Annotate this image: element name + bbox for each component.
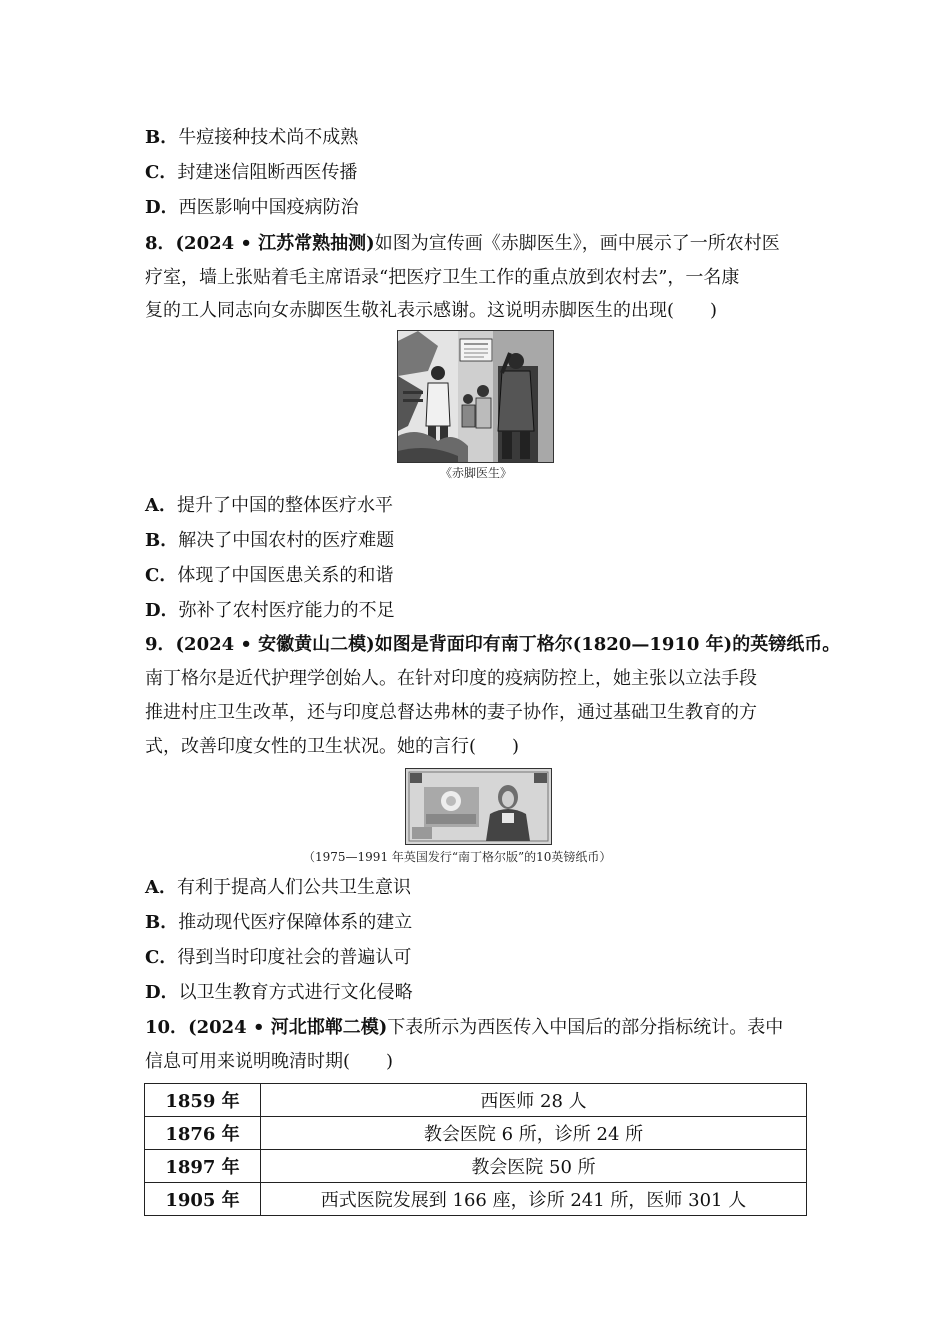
q9-option-a [145,876,411,900]
option-letter: C． [145,565,178,586]
info-cell: 西式医院发展到 166 座，诊所 241 所，医师 301 人 [261,1183,807,1216]
q8-option-b [145,529,394,553]
q7-option-b [145,126,358,150]
statistics-table [144,1083,807,1216]
option-text: 推动现代医疗保障体系的建立 [178,912,413,933]
q10-stem-line-1 [145,1016,783,1040]
option-text: 得到当时印度社会的普遍认可 [177,947,412,968]
q8-option-c [145,564,393,588]
q9-stem-line-3: 推进村庄卫生改革，还与印度总督达弗林的妻子协作，通过基础卫生教育的方 [145,702,757,723]
banknote-caption: （1975—1991 年英国发行“南丁格尔版”的10英镑纸币） [303,850,612,864]
question-number: 10． [145,1017,189,1038]
banknote-illustration [406,769,551,844]
info-cell: 教会医院 6 所，诊所 24 所 [261,1117,807,1150]
q9-option-b [145,911,412,935]
question-source: (2024 • 江苏常熟抽测) [175,233,375,254]
info-cell: 教会医院 50 所 [261,1150,807,1183]
year-cell: 1876 年 [145,1117,261,1150]
option-letter: D． [145,982,179,1003]
option-letter: B． [145,530,179,551]
q9-stem-line-4: 式，改善印度女性的卫生状况。她的言行( ) [145,736,520,757]
option-text: 封建迷信阻断西医传播 [177,162,358,183]
question-text: 如图是背面印有南丁格尔(1820—1910 年)的英镑纸币。 [374,634,841,655]
q8-stem-line-2: 疗室，墙上张贴着毛主席语录“把医疗卫生工作的重点放到农村去”，一名康 [145,267,740,288]
option-text: 提升了中国的整体医疗水平 [176,495,393,516]
q10-stem-line-2: 信息可用来说明晚清时期( ) [145,1051,394,1072]
question-text: 如图为宣传画《赤脚医生》，画中展示了一所农村医 [374,233,780,254]
poster-illustration [398,331,553,462]
info-cell: 西医师 28 人 [261,1084,807,1117]
question-source: (2024 • 安徽黄山二模) [175,634,375,655]
option-text: 西医影响中国疫病防治 [178,197,359,218]
q7-option-c [145,161,357,185]
year-cell: 1905 年 [145,1183,261,1216]
question-number: 8． [145,233,176,254]
nightingale-banknote-image [405,768,552,845]
question-number: 9． [145,634,176,655]
q8-stem-line-3: 复的工人同志向女赤脚医生敬礼表示感谢。这说明赤脚医生的出现( ) [145,300,718,321]
poster-caption: 《赤脚医生》 [440,466,513,480]
table-row [145,1084,807,1117]
q9-stem-line-2: 南丁格尔是近代护理学创始人。在针对印度的疫病防控上，她主张以立法手段 [145,668,757,689]
q7-option-d [145,196,359,220]
barefoot-doctor-poster-image [397,330,554,463]
option-text: 有利于提高人们公共卫生意识 [176,877,411,898]
q8-stem-line-1 [145,232,780,256]
q9-option-c [145,946,411,970]
option-text: 解决了中国农村的医疗难题 [178,530,395,551]
table-row [145,1183,807,1216]
question-source: (2024 • 河北邯郸二模) [188,1017,388,1038]
option-letter: B． [145,127,179,148]
option-letter: C． [145,947,178,968]
table-row [145,1117,807,1150]
q9-stem-line-1 [145,633,840,657]
option-text: 以卫生教育方式进行文化侵略 [178,982,413,1003]
table-row [145,1150,807,1183]
option-letter: C． [145,162,178,183]
option-letter: A． [145,495,177,516]
q9-option-d [145,981,413,1005]
q8-option-d [145,599,395,623]
year-cell: 1859 年 [145,1084,261,1117]
year-cell: 1897 年 [145,1150,261,1183]
q8-option-a [145,494,393,518]
option-letter: A． [145,877,177,898]
option-letter: D． [145,600,179,621]
option-letter: D． [145,197,179,218]
option-text: 弥补了农村医疗能力的不足 [178,600,395,621]
option-text: 体现了中国医患关系的和谐 [177,565,394,586]
option-letter: B． [145,912,179,933]
option-text: 牛痘接种技术尚不成熟 [178,127,359,148]
question-text: 下表所示为西医传入中国后的部分指标统计。表中 [387,1017,784,1038]
